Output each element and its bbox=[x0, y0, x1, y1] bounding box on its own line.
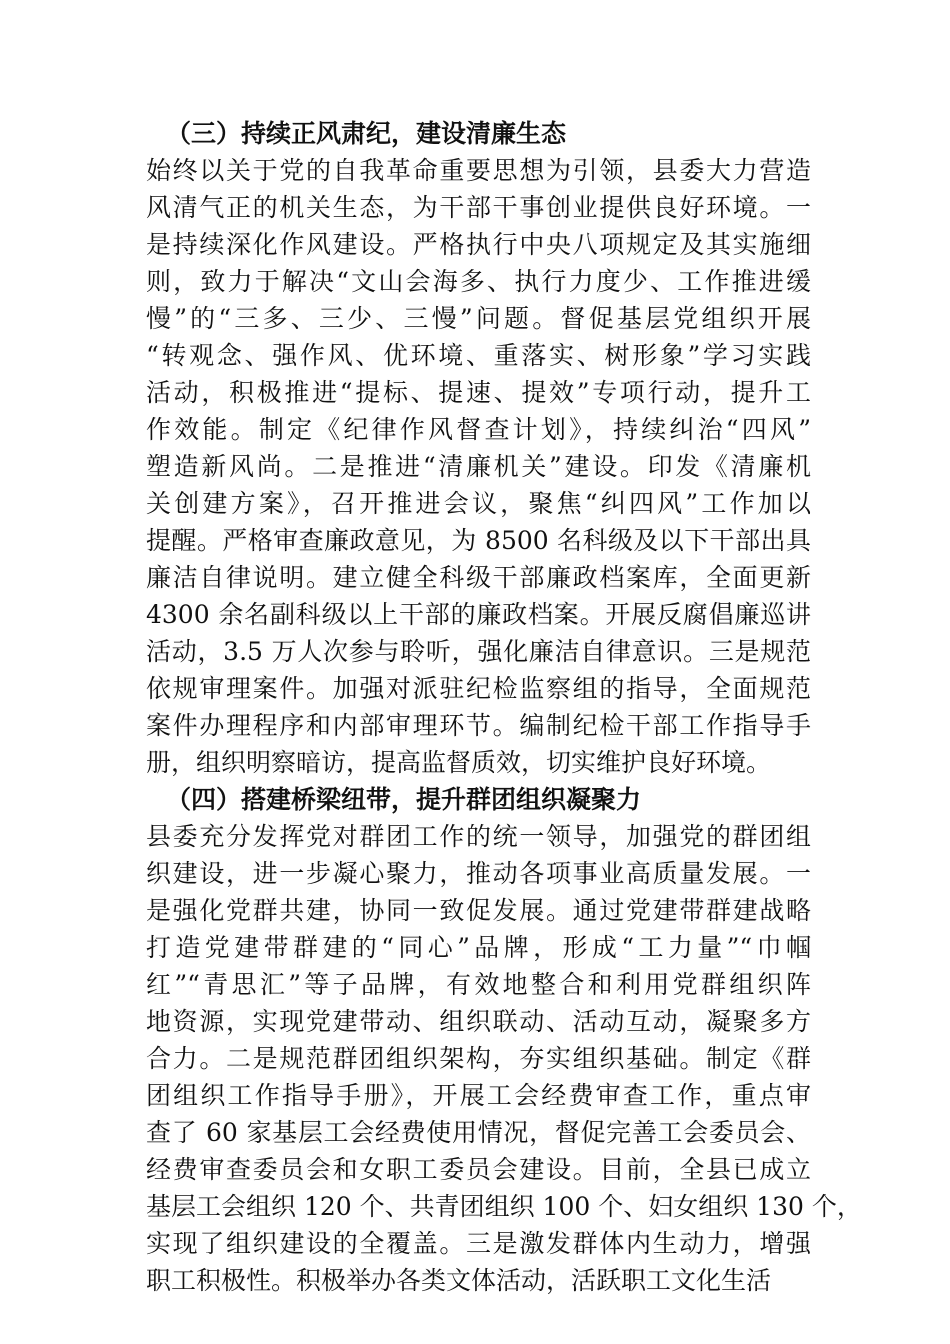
body-line: 4300 余名副科级以上干部的廉政档案。开展反腐倡廉巡讲 bbox=[146, 600, 811, 629]
body-line: 是强化党群共建，协同一致促发展。通过党建带群建战略 bbox=[146, 896, 811, 925]
body-line: 始终以关于党的自我革命重要思想为引领，县委大力营造 bbox=[146, 156, 811, 185]
body-line: 红”“青思汇”等子品牌，有效地整合和利用党群组织阵 bbox=[146, 970, 811, 999]
body-line: “转观念、强作风、优环境、重落实、树形象”学习实践 bbox=[146, 341, 811, 370]
body-line: 打造党建带群建的“同心”品牌，形成“工力量”“巾帼 bbox=[146, 933, 811, 962]
body-line: 查了 60 家基层工会经费使用情况，督促完善工会委员会、 bbox=[146, 1118, 811, 1147]
section-4-heading: （四）搭建桥梁纽带，提升群团组织凝聚力 bbox=[166, 785, 642, 814]
body-line: 作效能。制定《纪律作风督查计划》，持续纠治“四风” bbox=[146, 415, 811, 444]
body-line: 合力。二是规范群团组织架构，夯实组织基础。制定《群 bbox=[146, 1044, 811, 1073]
body-line: 经费审查委员会和女职工委员会建设。目前，全县已成立 bbox=[146, 1155, 811, 1184]
body-line: 塑造新风尚。二是推进“清廉机关”建设。印发《清廉机 bbox=[146, 452, 811, 481]
body-line: 提醒。严格审查廉政意见，为 8500 名科级及以下干部出具 bbox=[146, 526, 811, 555]
body-line: 关创建方案》，召开推进会议，聚焦“纠四风”工作加以 bbox=[146, 489, 811, 518]
body-line: 则，致力于解决“文山会海多、执行力度少、工作推进缓 bbox=[146, 267, 811, 296]
body-line: 是持续深化作风建设。严格执行中央八项规定及其实施细 bbox=[146, 230, 811, 259]
body-line: 基层工会组织 120 个、共青团组织 100 个、妇女组织 130 个， bbox=[146, 1192, 862, 1221]
body-line: 织建设，进一步凝心聚力，推动各项事业高质量发展。一 bbox=[146, 859, 811, 888]
section-3-heading: （三）持续正风肃纪，建设清廉生态 bbox=[166, 119, 567, 148]
body-line: 册，组织明察暗访，提高监督质效，切实维护良好环境。 bbox=[146, 748, 772, 777]
body-line: 县委充分发挥党对群团工作的统一领导，加强党的群团组 bbox=[146, 822, 811, 851]
body-line: 职工积极性。积极举办各类文体活动，活跃职工文化生活 bbox=[146, 1266, 772, 1295]
body-line: 廉洁自律说明。建立健全科级干部廉政档案库，全面更新 bbox=[146, 563, 811, 592]
body-line: 活动，积极推进“提标、提速、提效”专项行动，提升工 bbox=[146, 378, 811, 407]
body-line: 依规审理案件。加强对派驻纪检监察组的指导，全面规范 bbox=[146, 674, 811, 703]
body-line: 活动，3.5 万人次参与聆听，强化廉洁自律意识。三是规范 bbox=[146, 637, 811, 666]
body-line: 风清气正的机关生态，为干部干事创业提供良好环境。一 bbox=[146, 193, 811, 222]
body-line: 案件办理程序和内部审理环节。编制纪检干部工作指导手 bbox=[146, 711, 811, 740]
body-line: 地资源，实现党建带动、组织联动、活动互动，凝聚多方 bbox=[146, 1007, 811, 1036]
body-line: 实现了组织建设的全覆盖。三是激发群体内生动力，增强 bbox=[146, 1229, 811, 1258]
body-line: 团组织工作指导手册》，开展工会经费审查工作，重点审 bbox=[146, 1081, 811, 1110]
body-line: 慢”的“三多、三少、三慢”问题。督促基层党组织开展 bbox=[146, 304, 811, 333]
